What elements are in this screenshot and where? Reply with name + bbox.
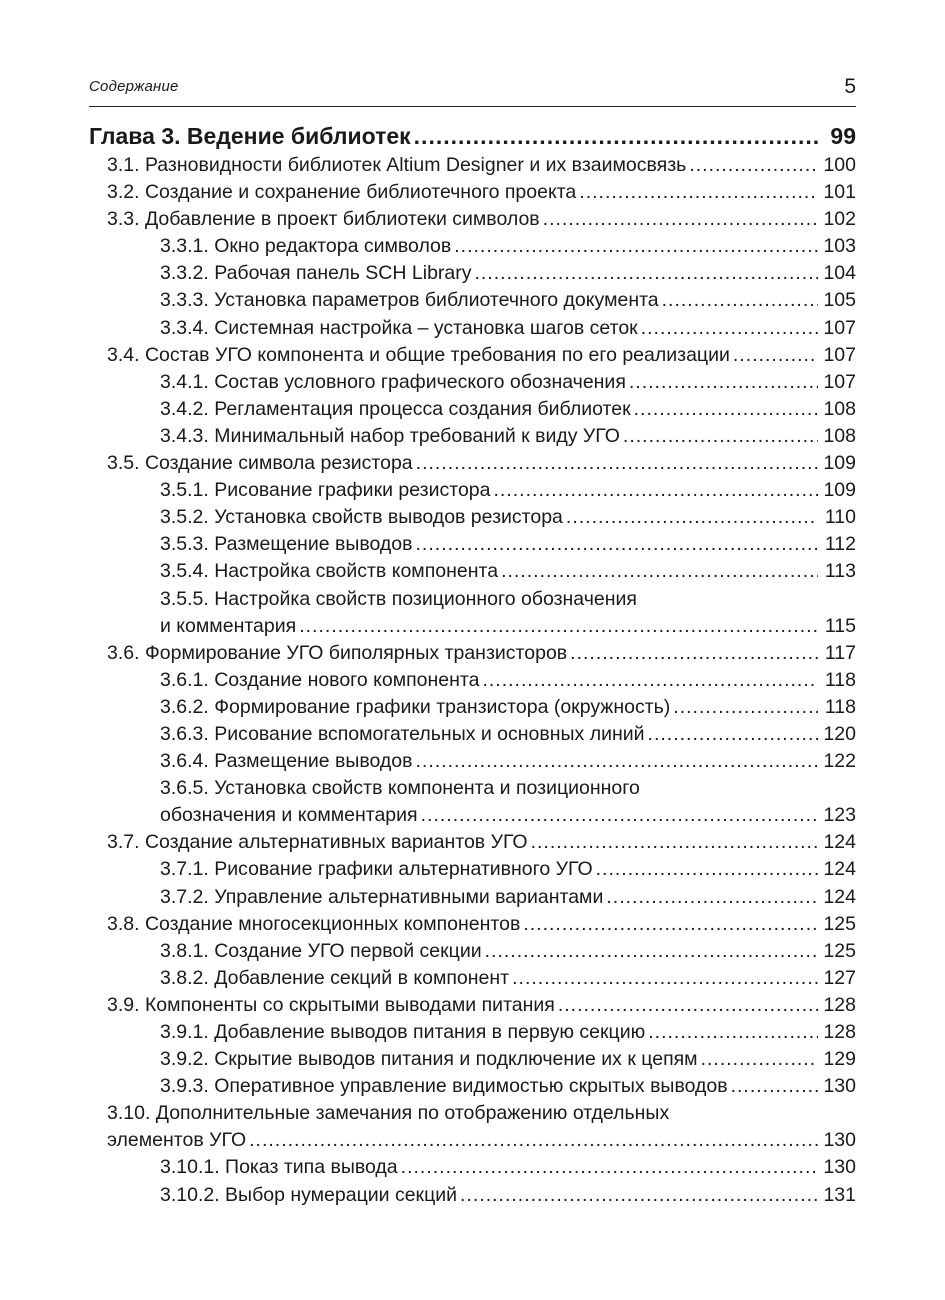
toc-page-number: 130 (823, 1129, 856, 1152)
toc-entry (89, 992, 856, 1019)
toc-entry (89, 423, 856, 450)
toc-entry (89, 884, 856, 911)
toc-page-number: 101 (823, 181, 856, 204)
toc-entry (89, 829, 856, 856)
toc-entry-title: 3.4.1. Состав условного графического обозначения (160, 370, 626, 393)
toc-entry (89, 640, 856, 667)
dot-leader (531, 829, 818, 856)
dot-leader (673, 694, 818, 721)
toc-page-number: 100 (823, 154, 856, 176)
toc-entry-title: 3.3. Добавление в проект библиотеки символов (107, 208, 540, 231)
toc-entry (89, 342, 856, 369)
toc-entry (89, 911, 856, 938)
toc-entry-title: 3.7.2. Управление альтернативными вариантами (160, 885, 604, 908)
toc-page-number: 125 (823, 912, 856, 935)
toc-entry-title-continuation: элементов УГО (107, 1129, 247, 1152)
dot-leader (648, 721, 818, 748)
table-of-contents (89, 121, 856, 1209)
toc-entry-title: 3.6.4. Размещение выводов (160, 750, 413, 773)
toc-entry-title: 3.3.2. Рабочая панель SCH Library (160, 262, 472, 285)
toc-entry-title: 3.8.1. Создание УГО первой секции (160, 939, 482, 962)
toc-entry-title: 3.5.2. Установка свойств выводов резистора (160, 506, 563, 529)
dot-leader (401, 1154, 818, 1181)
toc-entry-title: 3.9.1. Добавление выводов питания в первую секцию (160, 1021, 646, 1043)
toc-page-number: 109 (823, 452, 856, 475)
toc-entry (89, 287, 856, 314)
toc-page-number: 102 (823, 208, 856, 231)
dot-leader (475, 260, 819, 287)
dot-leader (543, 206, 818, 233)
dot-leader (414, 121, 818, 152)
dot-leader (606, 884, 818, 911)
dot-leader (416, 748, 819, 775)
toc-page-number: 108 (823, 424, 856, 447)
toc-entry (89, 396, 856, 423)
toc-entry-title: 3.6.5. Установка свойств компонента и позиционного (160, 777, 640, 800)
toc-page-number: 128 (823, 993, 856, 1016)
toc-entry (89, 1100, 856, 1127)
toc-entry-title: 3.5.3. Размещение выводов (160, 533, 413, 556)
toc-entry (89, 613, 856, 640)
toc-entry-title: Глава 3. Ведение библиотек (89, 123, 411, 149)
toc-entry (89, 748, 856, 775)
dot-leader (566, 504, 818, 531)
toc-page-number: 124 (823, 858, 856, 881)
dot-leader (416, 450, 818, 477)
toc-entry (89, 369, 856, 396)
toc-entry (89, 1154, 856, 1181)
toc-entry (89, 1019, 856, 1046)
toc-entry (89, 856, 856, 883)
toc-entry-title: 3.7. Создание альтернативных вариантов УГО (107, 831, 528, 854)
dot-leader (579, 179, 818, 206)
dot-leader (701, 1046, 818, 1073)
dot-leader (494, 477, 818, 504)
toc-entry (89, 1127, 856, 1154)
toc-entry-title: 3.8.2. Добавление секций в компонент (160, 966, 510, 989)
toc-page-number: 124 (823, 885, 856, 908)
toc-page-number: 105 (823, 289, 856, 312)
dot-leader (249, 1127, 818, 1154)
toc-entry-title: 3.5.4. Настройка свойств компонента (160, 560, 499, 583)
toc-page-number: 104 (823, 262, 856, 285)
toc-entry (89, 531, 856, 558)
toc-entry (89, 721, 856, 748)
toc-entry (89, 667, 856, 694)
toc-entry-title: 3.4. Состав УГО компонента и общие требования по его реализации (107, 343, 730, 366)
toc-entry-title: 3.9.2. Скрытие выводов питания и подключение их к цепям (160, 1048, 698, 1071)
dot-leader (485, 938, 818, 965)
toc-entry-title: 3.4.3. Минимальный набор требований к виду УГО (160, 424, 620, 447)
toc-page-number: 131 (823, 1183, 856, 1206)
toc-page-number: 127 (823, 966, 856, 989)
toc-page-number: 107 (823, 370, 856, 393)
toc-entry-title: 3.9.3. Оперативное управление видимостью скрытых выводов (160, 1075, 728, 1098)
dot-leader (523, 911, 818, 938)
dot-leader (623, 423, 818, 450)
toc-page-number: 108 (823, 397, 856, 420)
toc-page-number: 110 (824, 506, 856, 529)
toc-entry (89, 179, 856, 206)
toc-entry-title-continuation: обозначения и комментария (160, 804, 418, 827)
toc-page-number: 129 (823, 1048, 856, 1071)
dot-leader (733, 342, 818, 369)
toc-page-number: 128 (823, 1021, 856, 1043)
toc-page-number: 124 (823, 831, 856, 854)
dot-leader (662, 287, 818, 314)
toc-entry (89, 315, 856, 342)
toc-entry-title: 3.7.1. Рисование графики альтернативного УГО (160, 858, 593, 881)
toc-page-number: 130 (823, 1075, 856, 1098)
dot-leader (731, 1073, 818, 1100)
dot-leader (454, 233, 818, 260)
toc-entry (89, 1046, 856, 1073)
page-number: 5 (844, 75, 856, 98)
toc-entry (89, 558, 856, 585)
toc-entry-title: 3.6.1. Создание нового компонента (160, 668, 480, 691)
toc-entry-title: 3.2. Создание и сохранение библиотечного проекта (107, 181, 577, 204)
dot-leader (629, 369, 818, 396)
toc-entry (89, 938, 856, 965)
toc-page-number: 120 (823, 722, 856, 745)
dot-leader (512, 965, 818, 992)
dot-leader (570, 640, 818, 667)
toc-entry (89, 586, 856, 613)
toc-page-number: 103 (823, 235, 856, 258)
dot-leader (501, 558, 818, 585)
toc-entry (89, 965, 856, 992)
toc-entry-title: 3.6.2. Формирование графики транзистора (окружность) (160, 695, 671, 718)
toc-entry (89, 1182, 856, 1209)
toc-entry (89, 775, 856, 802)
toc-page-number: 118 (824, 668, 856, 691)
toc-page-number: 107 (823, 316, 856, 339)
toc-entry-title: 3.8. Создание многосекционных компонентов (107, 912, 521, 935)
dot-leader (558, 992, 818, 1019)
toc-entry-title: 3.5. Создание символа резистора (107, 452, 413, 475)
toc-page-number: 109 (823, 479, 856, 502)
toc-entry-title: 3.3.1. Окно редактора символов (160, 235, 452, 258)
dot-leader (689, 152, 818, 179)
section-title: Содержание (89, 78, 179, 95)
dot-leader (460, 1182, 818, 1209)
toc-page-number: 115 (824, 614, 856, 637)
toc-page-number: 123 (823, 804, 856, 827)
toc-entry (89, 260, 856, 287)
toc-entry-title: 3.10.1. Показ типа вывода (160, 1156, 398, 1179)
toc-page-number: 122 (823, 750, 856, 773)
toc-page-number: 130 (823, 1156, 856, 1179)
toc-entry (89, 802, 856, 829)
toc-entry-title: 3.5.5. Настройка свойств позиционного обозначения (160, 587, 637, 610)
toc-page-number: 117 (824, 641, 856, 664)
toc-entry (89, 233, 856, 260)
dot-leader (596, 856, 818, 883)
toc-entry-title-continuation: и комментария (160, 614, 297, 637)
toc-entry (89, 477, 856, 504)
dot-leader (421, 802, 818, 829)
toc-entry (89, 1073, 856, 1100)
toc-entry (89, 694, 856, 721)
dot-leader (416, 531, 819, 558)
dot-leader (641, 315, 818, 342)
toc-entry (89, 504, 856, 531)
toc-entry (89, 450, 856, 477)
toc-entry-title: 3.10.2. Выбор нумерации секций (160, 1183, 458, 1206)
toc-entry (89, 152, 856, 179)
dot-leader (482, 667, 818, 694)
toc-entry-title: 3.3.4. Системная настройка – установка шагов сеток (160, 316, 638, 339)
toc-page-number: 99 (830, 123, 856, 149)
toc-entry-title: 3.6.3. Рисование вспомогательных и основных линий (160, 722, 645, 745)
toc-page-number: 113 (824, 560, 856, 583)
toc-page-number: 118 (824, 695, 856, 718)
toc-entry-title: 3.9. Компоненты со скрытыми выводами питания (107, 993, 555, 1016)
toc-entry-title: 3.10. Дополнительные замечания по отображению отдельных (107, 1102, 670, 1125)
toc-page-number: 125 (823, 939, 856, 962)
dot-leader (299, 613, 818, 640)
toc-page-number: 112 (824, 533, 856, 556)
toc-page-number: 107 (823, 343, 856, 366)
toc-entry (89, 206, 856, 233)
toc-entry-title: 3.3.3. Установка параметров библиотечного документа (160, 289, 659, 312)
toc-entry-title: 3.5.1. Рисование графики резистора (160, 479, 491, 502)
running-header (89, 74, 856, 107)
dot-leader (634, 396, 818, 423)
dot-leader (648, 1019, 818, 1046)
toc-entry-title: 3.4.2. Регламентация процесса создания библиотек (160, 397, 631, 420)
toc-entry (89, 121, 856, 152)
toc-entry-title: 3.1. Разновидности библиотек Altium Designer и их взаимосвязь (107, 154, 687, 176)
toc-entry-title: 3.6. Формирование УГО биполярных транзисторов (107, 641, 568, 664)
